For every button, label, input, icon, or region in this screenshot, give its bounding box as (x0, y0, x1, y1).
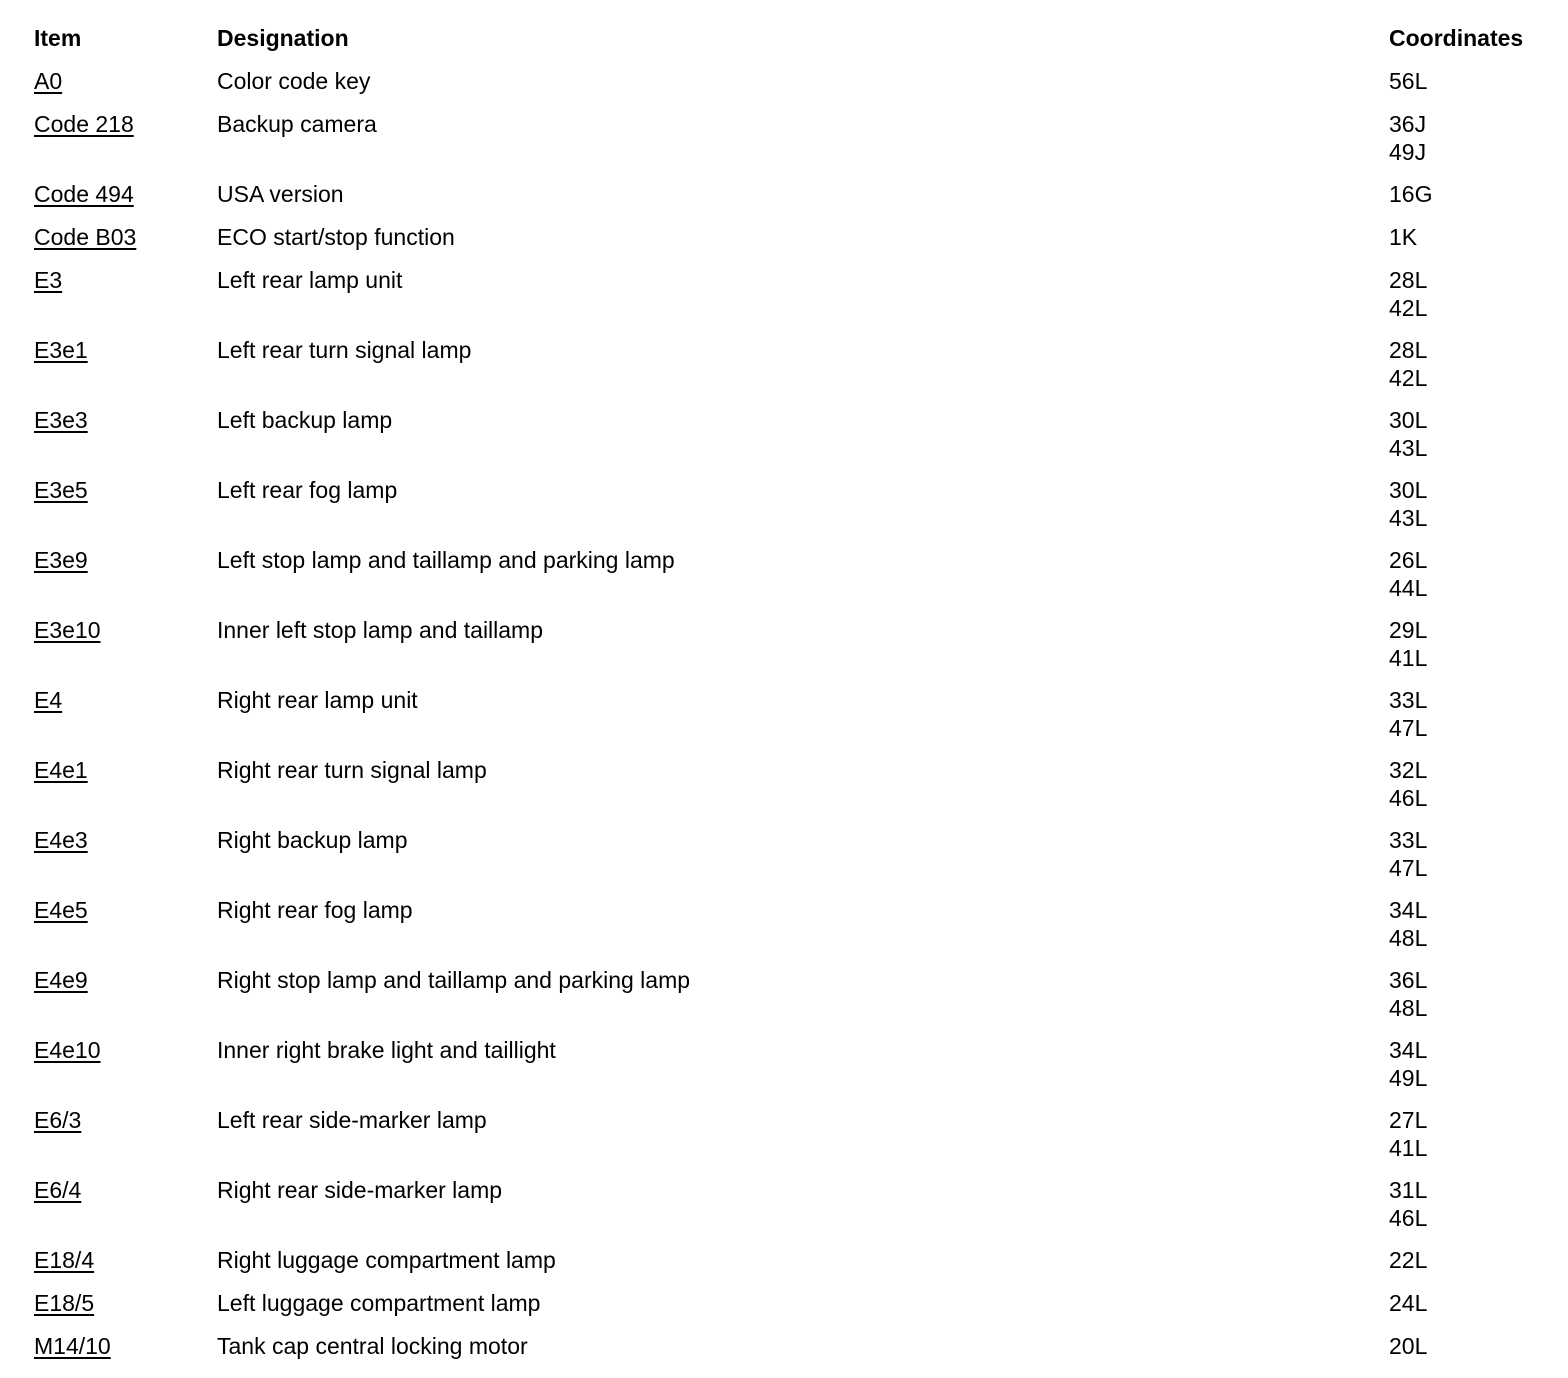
table-row (34, 546, 1544, 616)
coordinate-value: 43L (1389, 435, 1428, 461)
coordinates-cell (1389, 406, 1544, 462)
coordinate-value: 49L (1389, 1065, 1428, 1091)
item-link[interactable]: E3e3 (34, 407, 88, 433)
item-link[interactable]: E4 (34, 687, 63, 713)
coordinates-cell (1389, 1106, 1544, 1162)
coordinate-value: 46L (1389, 785, 1428, 811)
coordinate-value: 33L (1389, 827, 1428, 853)
table-header (34, 24, 1544, 67)
coordinate-value: 24L (1389, 1290, 1428, 1316)
table-row (34, 756, 1544, 826)
item-link[interactable]: Code 494 (34, 181, 134, 207)
coordinate-value: 28L (1389, 267, 1428, 293)
item-link[interactable]: E6/3 (34, 1107, 82, 1133)
coordinate-value: 31L (1389, 1177, 1428, 1203)
designation-cell: Right rear fog lamp (217, 897, 413, 923)
component-legend-table (34, 24, 1544, 1375)
item-cell (34, 336, 217, 364)
table-row (34, 616, 1544, 686)
coordinate-value: 16G (1389, 181, 1433, 207)
item-cell (34, 223, 217, 251)
designation-cell: Left rear side-marker lamp (217, 1107, 487, 1133)
item-link[interactable]: E3e1 (34, 337, 88, 363)
table-row (34, 826, 1544, 896)
item-cell (34, 1332, 217, 1360)
designation-cell: Color code key (217, 68, 371, 94)
designation-cell: Left stop lamp and taillamp and parking lamp (217, 547, 675, 573)
table-row (34, 110, 1544, 180)
item-cell (34, 686, 217, 714)
item-link[interactable]: E3e5 (34, 477, 88, 503)
coordinate-value: 48L (1389, 925, 1428, 951)
coordinates-cell (1389, 1176, 1544, 1232)
coordinate-value: 34L (1389, 897, 1428, 923)
coordinate-value: 1K (1389, 224, 1418, 250)
coordinates-cell (1389, 180, 1544, 208)
designation-cell: Right rear lamp unit (217, 687, 418, 713)
item-cell (34, 1246, 217, 1274)
coordinates-cell (1389, 1036, 1544, 1092)
coordinate-value: 34L (1389, 1037, 1428, 1063)
coordinates-cell (1389, 1332, 1544, 1360)
designation-cell: Right rear turn signal lamp (217, 757, 487, 783)
coordinate-value: 49J (1389, 139, 1427, 165)
coordinate-value: 28L (1389, 337, 1428, 363)
table-row (34, 966, 1544, 1036)
designation-cell: Left rear lamp unit (217, 267, 403, 293)
designation-cell: Inner right brake light and taillight (217, 1037, 556, 1063)
designation-cell: Left rear turn signal lamp (217, 337, 472, 363)
coordinate-value: 20L (1389, 1333, 1428, 1359)
table-row (34, 1106, 1544, 1176)
item-link[interactable]: E3e10 (34, 617, 101, 643)
item-link[interactable]: M14/10 (34, 1333, 111, 1359)
item-link[interactable]: E6/4 (34, 1177, 82, 1203)
coordinates-cell (1389, 1246, 1544, 1274)
table-row (34, 1289, 1544, 1332)
header-designation: Designation (217, 25, 349, 51)
coordinate-value: 41L (1389, 645, 1428, 671)
item-cell (34, 756, 217, 784)
coordinate-value: 43L (1389, 505, 1428, 531)
table-row (34, 266, 1544, 336)
item-cell (34, 826, 217, 854)
coordinate-value: 42L (1389, 295, 1428, 321)
designation-cell: Tank cap central locking motor (217, 1333, 528, 1359)
coordinate-value: 29L (1389, 617, 1428, 643)
coordinate-value: 33L (1389, 687, 1428, 713)
item-link[interactable]: A0 (34, 68, 63, 94)
item-link[interactable]: E3e9 (34, 547, 88, 573)
coordinates-cell (1389, 476, 1544, 532)
item-cell (34, 896, 217, 924)
designation-cell: Right backup lamp (217, 827, 408, 853)
coordinates-cell (1389, 546, 1544, 602)
item-cell (34, 406, 217, 434)
item-cell (34, 110, 217, 138)
item-link[interactable]: E4e1 (34, 757, 88, 783)
coordinates-cell (1389, 266, 1544, 322)
coordinate-value: 46L (1389, 1205, 1428, 1231)
designation-cell: Left luggage compartment lamp (217, 1290, 541, 1316)
coordinate-value: 30L (1389, 407, 1428, 433)
coordinate-value: 26L (1389, 547, 1428, 573)
designation-cell: Inner left stop lamp and taillamp (217, 617, 544, 643)
table-row (34, 67, 1544, 110)
item-cell (34, 180, 217, 208)
designation-cell: Right rear side-marker lamp (217, 1177, 503, 1203)
item-link[interactable]: E3 (34, 267, 63, 293)
item-link[interactable]: E18/4 (34, 1247, 95, 1273)
item-link[interactable]: E4e3 (34, 827, 88, 853)
coordinates-cell (1389, 336, 1544, 392)
coordinate-value: 36J (1389, 111, 1427, 137)
coordinate-value: 42L (1389, 365, 1428, 391)
item-link[interactable]: E4e5 (34, 897, 88, 923)
item-cell (34, 1106, 217, 1134)
coordinate-value: 41L (1389, 1135, 1428, 1161)
coordinates-cell (1389, 896, 1544, 952)
coordinate-value: 36L (1389, 967, 1428, 993)
table-row (34, 1176, 1544, 1246)
designation-cell: Left rear fog lamp (217, 477, 398, 503)
designation-cell: ECO start/stop function (217, 224, 455, 250)
designation-cell: USA version (217, 181, 344, 207)
item-link[interactable]: Code B03 (34, 224, 137, 250)
designation-cell: Left backup lamp (217, 407, 393, 433)
coordinates-cell (1389, 110, 1544, 166)
coordinate-value: 47L (1389, 855, 1428, 881)
item-link[interactable]: E4e9 (34, 967, 88, 993)
item-cell (34, 616, 217, 644)
coordinate-value: 56L (1389, 68, 1428, 94)
designation-cell: Right stop lamp and taillamp and parking lamp (217, 967, 691, 993)
item-cell (34, 546, 217, 574)
coordinate-value: 32L (1389, 757, 1428, 783)
table-row (34, 896, 1544, 966)
table-row (34, 1246, 1544, 1289)
coordinates-cell (1389, 223, 1544, 251)
coordinates-cell (1389, 756, 1544, 812)
coordinate-value: 30L (1389, 477, 1428, 503)
item-cell (34, 966, 217, 994)
coordinates-cell (1389, 826, 1544, 882)
coordinate-value: 47L (1389, 715, 1428, 741)
coordinates-cell (1389, 616, 1544, 672)
item-link[interactable]: Code 218 (34, 111, 134, 137)
item-cell (34, 1289, 217, 1317)
item-cell (34, 266, 217, 294)
coordinates-cell (1389, 1289, 1544, 1317)
header-item: Item (34, 25, 82, 51)
coordinate-value: 27L (1389, 1107, 1428, 1133)
coordinates-cell (1389, 966, 1544, 1022)
coordinate-value: 22L (1389, 1247, 1428, 1273)
coordinate-value: 44L (1389, 575, 1428, 601)
table-row (34, 1036, 1544, 1106)
table-row (34, 406, 1544, 476)
designation-cell: Backup camera (217, 111, 377, 137)
table-row (34, 686, 1544, 756)
item-cell (34, 1036, 217, 1064)
table-body (34, 67, 1544, 1375)
header-coordinates: Coordinates (1389, 25, 1524, 51)
coordinates-cell (1389, 686, 1544, 742)
item-cell (34, 476, 217, 504)
item-link[interactable]: E18/5 (34, 1290, 95, 1316)
table-row (34, 223, 1544, 266)
table-row (34, 476, 1544, 546)
table-row (34, 1332, 1544, 1375)
item-cell (34, 1176, 217, 1204)
item-cell (34, 67, 217, 95)
coordinates-cell (1389, 67, 1544, 95)
table-row (34, 336, 1544, 406)
item-link[interactable]: E4e10 (34, 1037, 101, 1063)
coordinate-value: 48L (1389, 995, 1428, 1021)
designation-cell: Right luggage compartment lamp (217, 1247, 556, 1273)
table-row (34, 180, 1544, 223)
